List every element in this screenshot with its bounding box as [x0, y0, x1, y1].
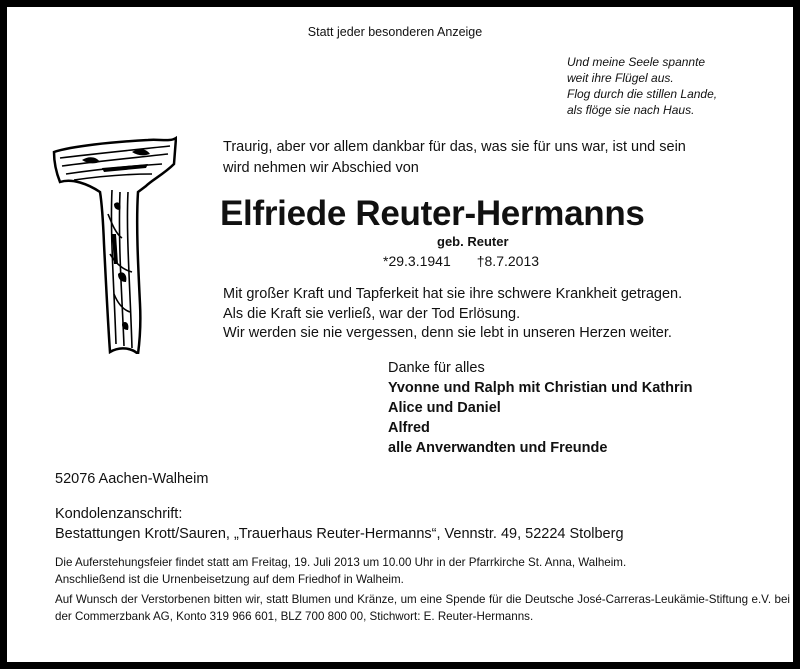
condolence-label: Kondolenzanschrift:: [55, 506, 183, 522]
bio-line: Mit großer Kraft und Tapferkeit hat sie ihre schwere Krankheit getragen.: [223, 286, 683, 302]
death-date: †8.7.2013: [476, 253, 540, 269]
mourner-line: alle Anverwandten und Freunde: [388, 440, 608, 456]
donation-info: Auf Wunsch der Verstorbenen bitten wir, statt Blumen und Kränze, um eine Spende für die Deutsche José-Carreras-Leukämie-Stiftung e.V. bei der Commerzbank AG, Konto 319 966 601, BLZ 700 800 00, Stichwort: E. Reuter-Hermanns.: [55, 593, 790, 623]
thanks-heading: Danke für alles: [388, 360, 485, 376]
life-dates: [383, 253, 539, 269]
bio-text: [223, 285, 778, 344]
birth-date: *29.3.1941: [383, 253, 451, 269]
intro-text: [223, 137, 768, 179]
mourner-line: Alice und Daniel: [388, 400, 501, 416]
ceremony-info: [55, 554, 790, 588]
ceremony-line: Die Auferstehungsfeier findet statt am Freitag, 19. Juli 2013 um 10.00 Uhr in der Pfarrkirche St. Anna, Walheim.: [55, 556, 627, 569]
ceremony-line: Anschließend ist die Urnenbeisetzung auf dem Friedhof in Walheim.: [55, 573, 404, 586]
header-note-text: Statt jeder besonderen Anzeige: [307, 25, 483, 39]
obituary-notice: [7, 7, 793, 662]
deceased-name: Elfriede Reuter-Hermanns: [220, 194, 645, 233]
intro-line: wird nehmen wir Abschied von: [223, 160, 419, 176]
poem-line: Und meine Seele spannte: [567, 55, 706, 69]
maiden-name: geb. Reuter: [437, 234, 509, 249]
tau-cross-icon: [52, 134, 177, 354]
poem-line: als flöge sie nach Haus.: [567, 103, 695, 117]
bio-line: Als die Kraft sie verließ, war der Tod Erlösung.: [223, 305, 521, 322]
mourner-line: Yvonne und Ralph mit Christian und Kathrin: [388, 380, 693, 396]
mourner-line: Alfred: [388, 420, 430, 436]
condolence-address: [55, 504, 785, 544]
poem-line: weit ihre Flügel aus.: [567, 71, 674, 85]
poem: [567, 54, 787, 118]
poem-line: Flog durch die stillen Lande,: [567, 87, 718, 101]
intro-line: Traurig, aber vor allem dankbar für das, was sie für uns war, ist und sein: [223, 139, 686, 155]
city: 52076 Aachen-Walheim: [55, 471, 209, 487]
header-note: [7, 25, 793, 39]
condolence-address-text: Bestattungen Krott/Sauren, „Trauerhaus Reuter-Hermanns“, Vennstr. 49, 52224 Stolberg: [55, 526, 624, 542]
bio-line: Wir werden sie nie vergessen, denn sie lebt in unseren Herzen weiter.: [223, 325, 672, 341]
thanks-block: [388, 358, 788, 458]
